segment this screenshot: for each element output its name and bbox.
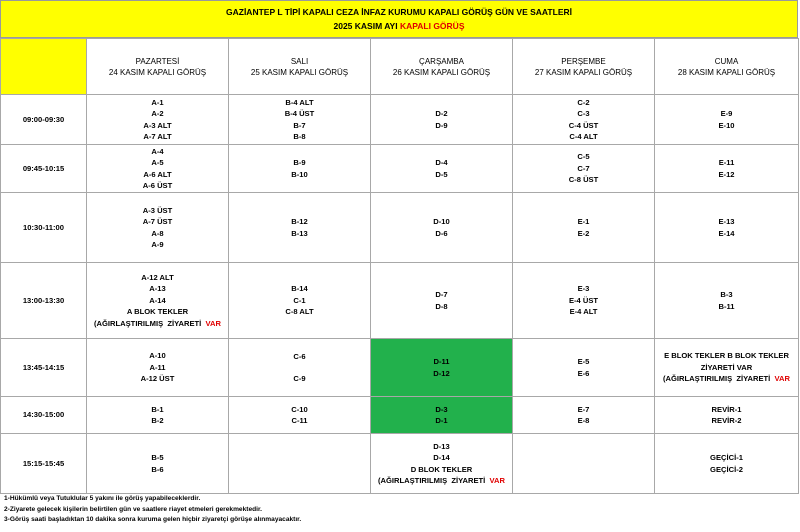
ward-entry: C-7 <box>577 163 590 173</box>
day-name: CUMA <box>714 56 739 66</box>
schedule-cell <box>371 263 513 339</box>
ward-entry: E-11 <box>718 158 735 168</box>
ward-entry: A-9 <box>151 239 164 249</box>
ward-entry: A-11 <box>149 362 166 372</box>
schedule-cell <box>229 263 371 339</box>
ward-entry: E-1 <box>577 217 590 227</box>
note-var-label: VAR <box>489 475 505 485</box>
footer-notes <box>0 494 800 526</box>
schedule-cell <box>371 145 513 193</box>
schedule-cell <box>513 263 655 339</box>
time-slot-label: 09:45-10:15 <box>1 145 87 193</box>
ward-entry: D-5 <box>435 169 448 179</box>
day-date: 25 KASIM KAPALI GÖRÜŞ <box>250 67 349 77</box>
ward-entry: E-5 <box>577 357 590 367</box>
schedule-cell <box>655 263 799 339</box>
day-header-1 <box>87 39 229 95</box>
ward-entry: GEÇİCİ-2 <box>710 464 743 474</box>
ward-entry: E-14 <box>718 228 735 238</box>
day-name: SALI <box>290 56 309 66</box>
ward-entry: D-12 <box>433 368 450 378</box>
schedule-cell <box>371 193 513 263</box>
schedule-cell <box>87 95 229 145</box>
ward-entry: E BLOK TEKLER B BLOK TEKLER <box>664 351 789 361</box>
day-header-5 <box>655 39 799 95</box>
ward-entry: A-8 <box>151 228 164 238</box>
aggravated-visit-note <box>371 475 512 486</box>
ward-entry: C-8 ÜST <box>568 175 599 185</box>
ward-entry: C-8 ALT <box>285 307 314 317</box>
header-visit-type: KAPALI GÖRÜŞ <box>399 21 465 31</box>
ward-entry: C-11 <box>291 416 308 425</box>
ward-entry: E-12 <box>718 169 735 179</box>
ward-entry: A-6 ÜST <box>142 180 173 190</box>
ward-entry: ZİYARETİ VAR <box>700 362 753 372</box>
ward-entry: B-4 ALT <box>285 97 314 107</box>
ward-entry: REVİR-2 <box>711 416 742 425</box>
time-slot-row <box>1 434 799 494</box>
note-text: (AĞIRLAŞTIRILMIŞ ZİYARETİ <box>377 475 490 485</box>
ward-entry: A-1 <box>151 97 164 107</box>
ward-entry: B-8 <box>293 131 306 141</box>
ward-entry: A-6 ALT <box>143 169 172 179</box>
schedule-cell <box>655 193 799 263</box>
ward-entry: A-13 <box>149 284 166 294</box>
ward-entry: C-9 <box>293 374 306 383</box>
schedule-cell <box>229 339 371 397</box>
schedule-cell <box>513 339 655 397</box>
schedule-cell <box>371 339 513 397</box>
ward-entry: A-7 ÜST <box>142 217 173 227</box>
ward-entry: D-3 <box>435 404 448 414</box>
ward-entry: C-4 ÜST <box>568 120 599 130</box>
schedule-cell <box>513 397 655 434</box>
ward-entry: C-6 <box>293 351 306 361</box>
time-slot-row <box>1 193 799 263</box>
ward-entry: C-5 <box>577 152 590 162</box>
day-name: PERŞEMBE <box>561 56 606 66</box>
time-slot-row <box>1 95 799 145</box>
ward-entry: D-4 <box>435 158 448 168</box>
ward-entry: E-9 <box>720 109 733 119</box>
time-slot-row <box>1 263 799 339</box>
ward-entry: C-3 <box>577 109 590 119</box>
footer-note: 1-Hükümlü veya Tutuklular 5 yakını ile görüş yapabileceklerdir. <box>4 495 201 502</box>
ward-entry: A-5 <box>151 158 164 168</box>
schedule-cell <box>229 95 371 145</box>
ward-entry: A-12 ÜST <box>140 374 175 384</box>
ward-entry: A BLOK TEKLER <box>126 307 189 317</box>
ward-entry: D BLOK TEKLER <box>410 464 473 474</box>
schedule-cell <box>87 145 229 193</box>
time-slot-label: 10:30-11:00 <box>1 193 87 263</box>
day-date: 24 KASIM KAPALI GÖRÜŞ <box>108 67 207 77</box>
header-title: GAZİANTEP L TİPİ KAPALI CEZA İNFAZ KURUMU KAPALI GÖRÜŞ GÜN VE SAATLERİ <box>226 7 572 17</box>
aggravated-visit-note <box>655 373 798 384</box>
note-text: (AĞIRLAŞTIRILMIŞ ZİYARETİ <box>93 318 206 328</box>
day-date: 27 KASIM KAPALI GÖRÜŞ <box>534 67 633 77</box>
ward-entry: C-2 <box>577 97 590 107</box>
ward-entry: B-4 ÜST <box>284 109 315 119</box>
ward-entry: B-13 <box>291 228 308 238</box>
time-slot-row <box>1 145 799 193</box>
ward-entry: E-8 <box>577 416 590 425</box>
ward-entry: GEÇİCİ-1 <box>710 453 743 463</box>
header-subtitle <box>1 19 797 33</box>
ward-entry: B-12 <box>291 217 308 227</box>
ward-entry: D-1 <box>435 416 448 425</box>
schedule-cell <box>229 145 371 193</box>
ward-entry: E-4 ÜST <box>568 295 599 305</box>
day-header-2 <box>229 39 371 95</box>
ward-entry: B-7 <box>293 120 306 130</box>
ward-entry: D-13 <box>433 441 450 451</box>
day-name: PAZARTESİ <box>135 56 180 66</box>
ward-entry: D-11 <box>433 357 450 367</box>
ward-entry: B-5 <box>151 453 164 463</box>
ward-entry: C-4 ALT <box>569 131 598 141</box>
schedule-table <box>0 38 799 494</box>
schedule-cell <box>513 95 655 145</box>
ward-entry: D-6 <box>435 228 448 238</box>
ward-entry: B-10 <box>291 169 308 179</box>
schedule-cell <box>87 434 229 494</box>
ward-entry: A-14 <box>149 295 166 305</box>
schedule-cell <box>655 145 799 193</box>
schedule-cell <box>371 434 513 494</box>
footer-note: 2-Ziyarete gelecek kişilerin belirtilen gün ve saatlere riayet etmeleri gerekmektedir. <box>4 505 263 513</box>
time-slot-row <box>1 339 799 397</box>
header-month: 2025 KASIM AYI <box>333 21 400 31</box>
corner-cell <box>1 39 87 95</box>
note-text: (AĞIRLAŞTIRILMIŞ ZİYARETİ <box>662 374 775 384</box>
ward-entry: C-1 <box>293 295 306 305</box>
time-slot-label: 14:30-15:00 <box>1 397 87 434</box>
ward-entry: D-9 <box>435 120 448 130</box>
ward-entry: A-3 ÜST <box>142 205 173 215</box>
schedule-cell <box>655 434 799 494</box>
schedule-cell <box>87 193 229 263</box>
ward-entry: E-13 <box>718 217 735 227</box>
note-var-label: VAR <box>205 318 221 328</box>
schedule-cell <box>655 397 799 434</box>
day-header-row <box>1 39 799 95</box>
ward-entry: C-10 <box>291 404 308 414</box>
schedule-cell <box>229 193 371 263</box>
ward-entry: E-10 <box>718 120 735 130</box>
document-header <box>0 0 798 38</box>
ward-entry: E-3 <box>577 284 590 294</box>
schedule-cell <box>371 95 513 145</box>
ward-entry: B-6 <box>151 464 164 474</box>
ward-entry: D-7 <box>435 290 448 300</box>
time-slot-label: 13:00-13:30 <box>1 263 87 339</box>
schedule-cell <box>655 95 799 145</box>
aggravated-visit-note <box>87 318 228 329</box>
time-slot-label: 13:45-14:15 <box>1 339 87 397</box>
ward-entry: A-2 <box>151 109 164 119</box>
schedule-cell <box>513 193 655 263</box>
ward-entry: B-9 <box>293 158 306 168</box>
schedule-cell <box>229 434 371 494</box>
ward-entry: REVİR-1 <box>711 404 742 414</box>
ward-entry: E-7 <box>577 404 590 414</box>
day-name: ÇARŞAMBA <box>419 56 464 66</box>
ward-entry <box>229 362 370 373</box>
schedule-cell <box>513 145 655 193</box>
ward-entry: E-6 <box>577 368 590 378</box>
ward-entry: A-7 ALT <box>143 131 172 141</box>
ward-entry: D-10 <box>433 217 450 227</box>
schedule-cell <box>229 397 371 434</box>
footer-note: 3-Görüş saati başladıktan 10 dakika sonra kuruma gelen hiçbir ziyaretçi görüşe alınmayacaktır. <box>4 516 302 523</box>
ward-entry: B-2 <box>151 416 164 425</box>
ward-entry: E-4 ALT <box>569 307 598 317</box>
ward-entry: A-10 <box>149 351 166 361</box>
schedule-cell <box>87 397 229 434</box>
ward-entry: B-3 <box>720 290 733 300</box>
schedule-cell <box>371 397 513 434</box>
time-slot-row <box>1 397 799 434</box>
schedule-cell <box>655 339 799 397</box>
day-date: 26 KASIM KAPALI GÖRÜŞ <box>392 67 491 77</box>
ward-entry: B-14 <box>291 284 308 294</box>
ward-entry: B-11 <box>718 301 735 311</box>
note-var-label: VAR <box>774 374 790 384</box>
day-header-3 <box>371 39 513 95</box>
day-date: 28 KASIM KAPALI GÖRÜŞ <box>677 67 776 77</box>
schedule-cell <box>87 339 229 397</box>
ward-entry: E-2 <box>577 228 590 238</box>
ward-entry: B-1 <box>151 404 164 414</box>
day-header-4 <box>513 39 655 95</box>
time-slot-label: 09:00-09:30 <box>1 95 87 145</box>
schedule-cell <box>87 263 229 339</box>
ward-entry: A-4 <box>151 146 164 156</box>
ward-entry: D-14 <box>433 453 450 463</box>
time-slot-label: 15:15-15:45 <box>1 434 87 494</box>
ward-entry: D-8 <box>435 301 448 311</box>
ward-entry: A-3 ALT <box>143 120 172 130</box>
ward-entry: A-12 ALT <box>141 272 174 282</box>
schedule-cell <box>513 434 655 494</box>
ward-entry: D-2 <box>435 109 448 119</box>
